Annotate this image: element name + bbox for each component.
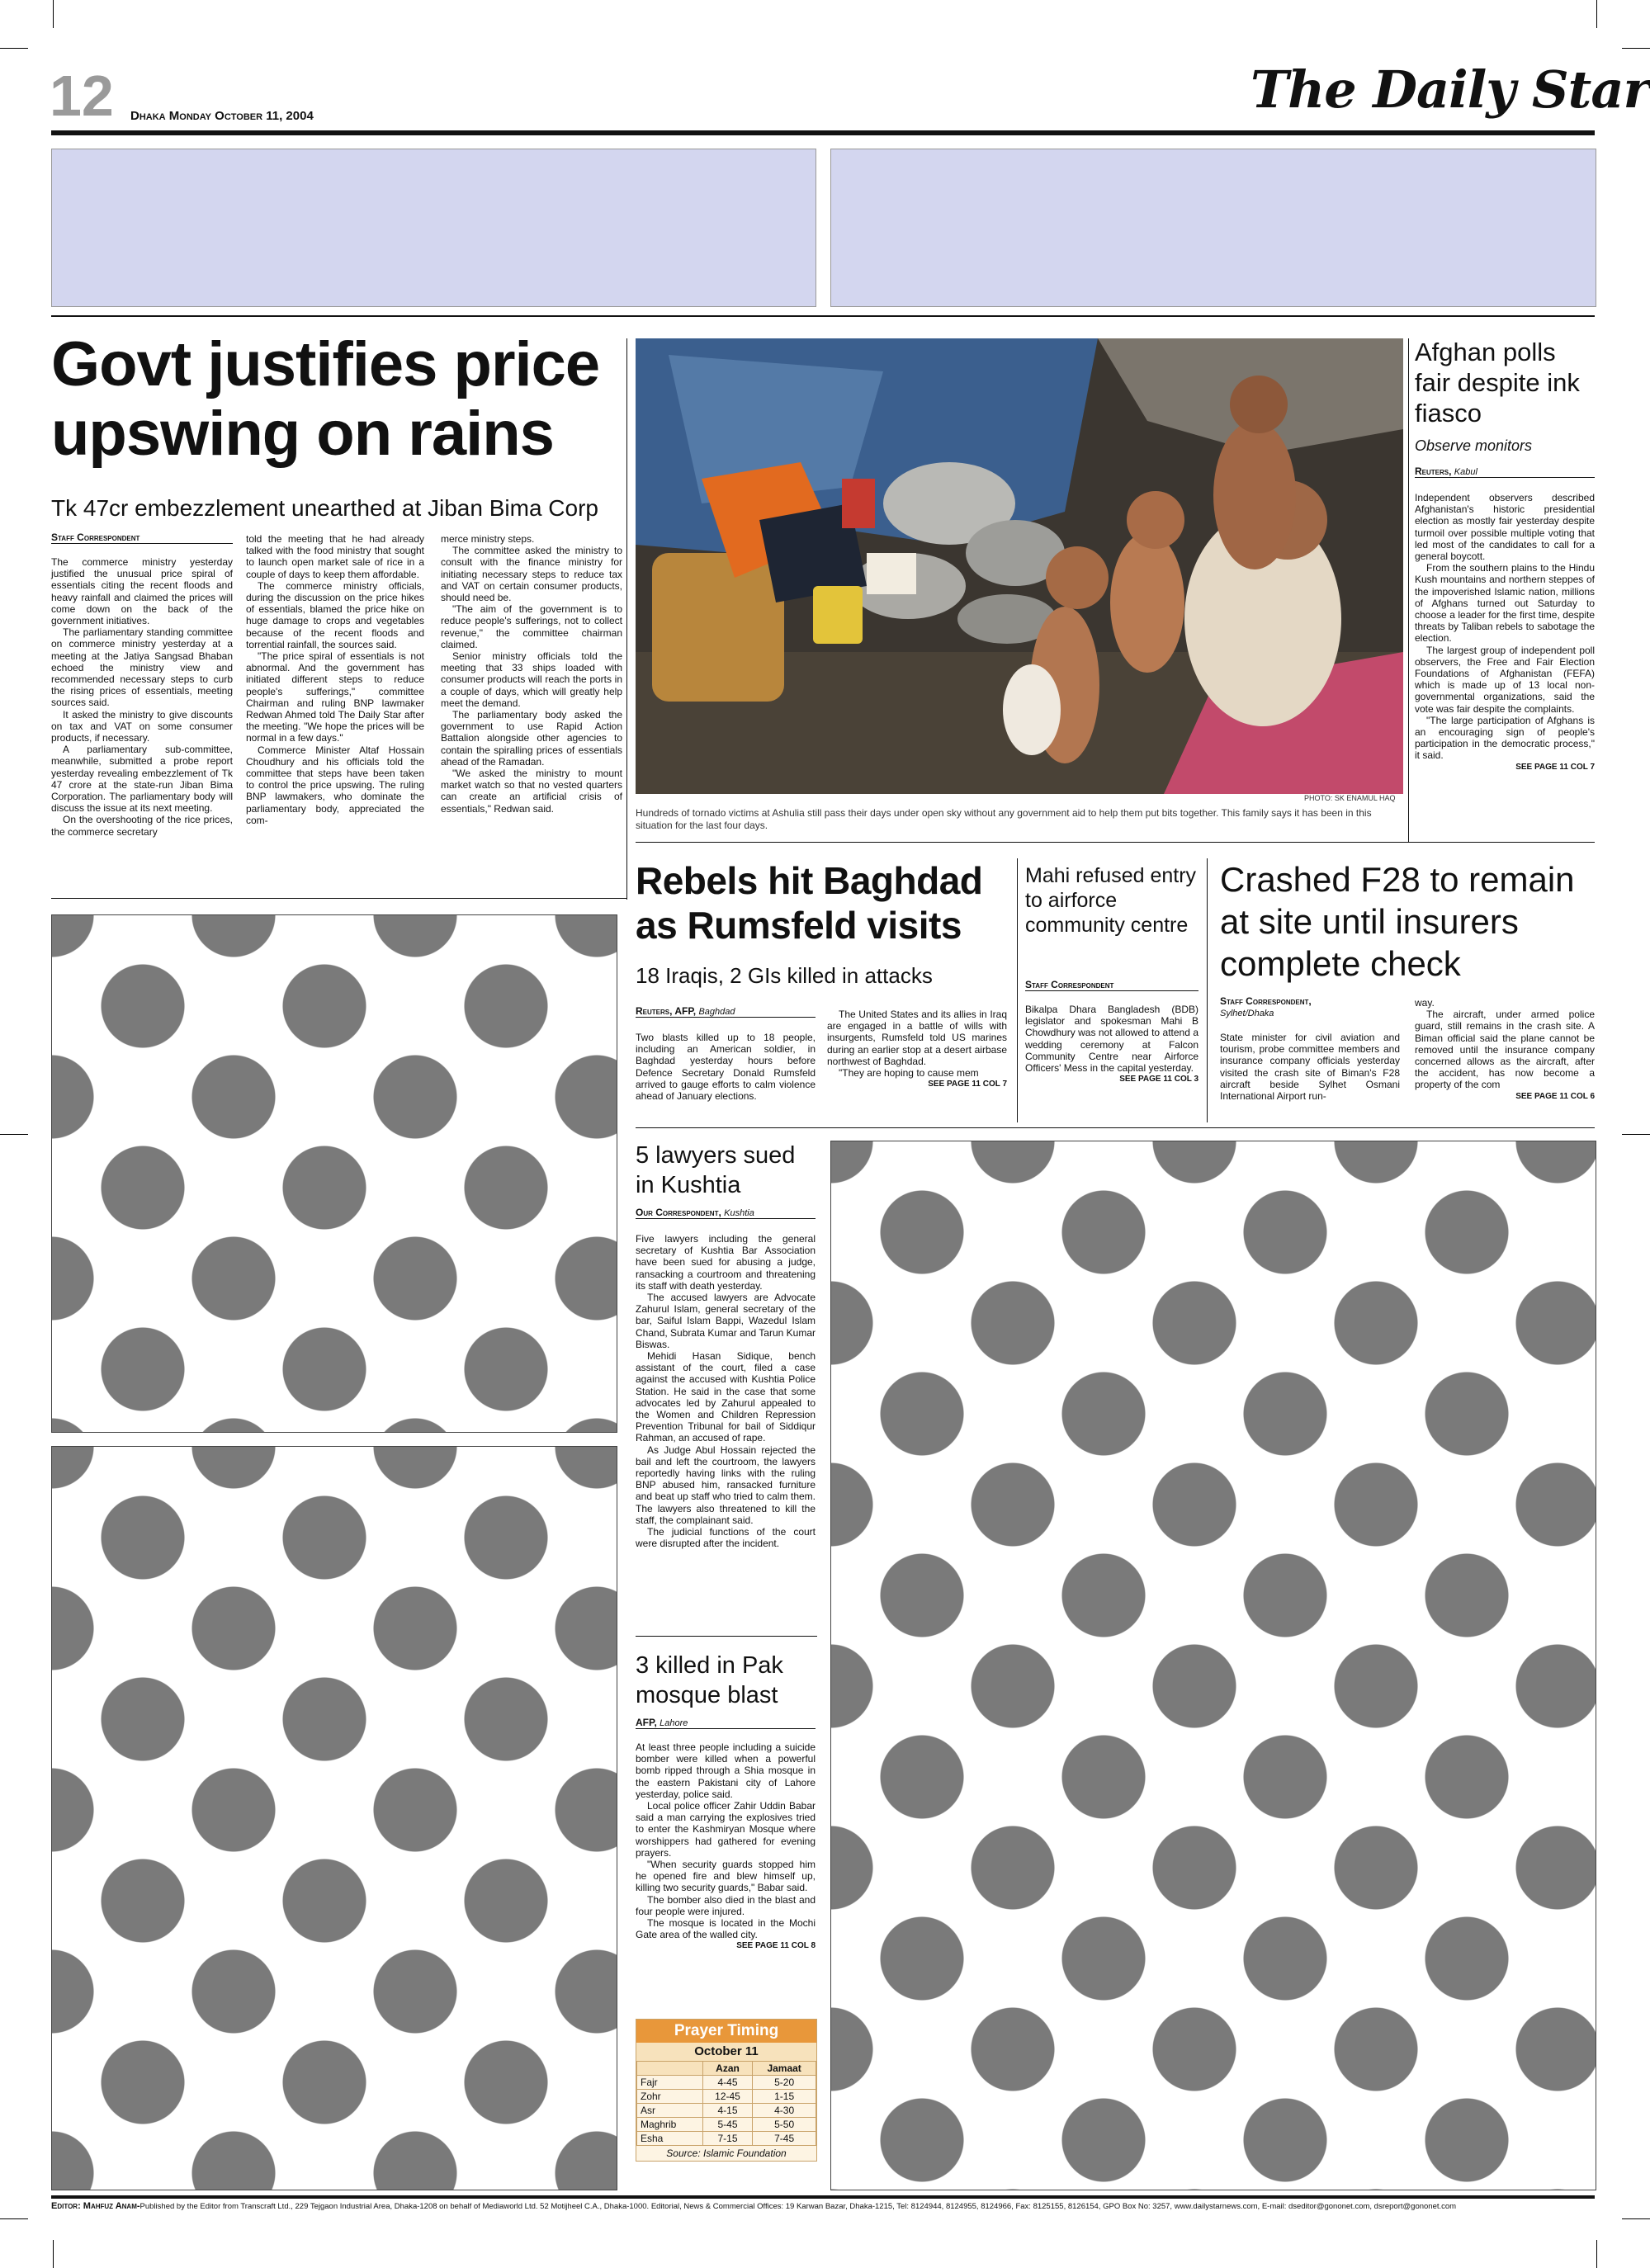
paragraph: The commerce ministry yesterday justified the unusual price spiral of essentials citing the recent floods and heavy rainfall and claimed the prices will come down on the back of the government initiatives. (51, 556, 233, 627)
f28-headline: Crashed F28 to remain at site until insurers complete check (1220, 860, 1575, 983)
paragraph: "The large participation of Afghans is an encouraging sign of people's participation in the democratic process," it said. (1415, 714, 1595, 762)
prayer-name: Esha (637, 2132, 703, 2146)
azan-time: 4-15 (702, 2104, 752, 2118)
see-page-link[interactable]: SEE PAGE 11 COL 7 (928, 1080, 1007, 1089)
prayer-timing-box (636, 2019, 817, 2162)
photo-caption: Hundreds of tornado victims at Ashulia still pass their days under open sky without any government aid to help them put bits together. This family says it has been in this situation for the last four days. (636, 807, 1372, 831)
header-rule (51, 130, 1595, 135)
paragraph: The commerce ministry officials, during the discussion on the price hikes of essentials, blamed the price hike on huge damage to crops and vegetables because of the recent floods and torrential rainfall, the sources said. (246, 579, 424, 650)
column-header: Jamaat (753, 2062, 816, 2076)
dateline: Dhaka Monday October 11, 2004 (130, 109, 314, 123)
afghan-kicker: Observe monitors (1415, 437, 1533, 454)
lead-column-2 (246, 533, 424, 826)
column-rule (626, 338, 627, 900)
paragraph: Two blasts killed up to 18 people, including an American soldier, in Baghdad yesterday hours before Defence Secretary Donald Rumsfeld arrived to gauge efforts to calm violence ahead of January elections. (636, 1032, 816, 1103)
see-page-link[interactable]: SEE PAGE 11 COL 8 (736, 1941, 816, 1951)
paragraph: It asked the ministry to give discounts on tax and VAT on some consumer products, if necessary. (51, 708, 233, 744)
ad-placeholder-dots-top-left (51, 914, 617, 1433)
column-rule (1207, 858, 1208, 1122)
column-header: Azan (702, 2062, 752, 2076)
afghan-headline: Afghan polls fair despite ink fiasco (1415, 338, 1580, 428)
paragraph: A parliamentary sub-committee, meanwhile, submitted a probe report yesterday revealing embezzlement of Tk 47 crore at the state-run Jiban Bima Corporation. The parliamentary body will discuss the issue at its next meeting. (51, 744, 233, 815)
jamaat-time: 1-15 (753, 2090, 816, 2104)
azan-time: 7-15 (702, 2132, 752, 2146)
section-rule (636, 1127, 1595, 1128)
news-photo (636, 338, 1403, 794)
story-rule (636, 1636, 817, 1637)
photo-credit: PHOTO: SK ENAMUL HAQ (1304, 794, 1396, 802)
paragraph: "They are hoping to cause mem (839, 1067, 979, 1080)
registration-mark (1622, 1134, 1650, 1135)
ad-placeholder-dots-right (830, 1141, 1596, 2190)
paragraph: Local police officer Zahir Uddin Babar said a man carrying the explosives tried to enter the Kashmiryan Mosque where worshippers had gathered for evening prayers. (636, 1800, 816, 1859)
paragraph: Commerce Minister Altaf Hossain Choudhury and his officials told the committee that steps have been taken to control the price upswing. The ruling BNP lawmakers, who dominate the parliamentary body, appreciated the com- (246, 744, 424, 826)
prayer-name: Fajr (637, 2076, 703, 2090)
paragraph: State minister for civil aviation and tourism, probe committee members and insurance company officials yesterday visited the crash site of Biman's F28 aircraft beside Sylhet Osmani International Airport run- (1220, 1032, 1400, 1103)
byline-agency: Our Correspondent, (636, 1207, 721, 1218)
paragraph: The United States and its allies in Iraq are engaged in a battle of wills with insurgents, Rumsfeld told US marines during an earlier stop at a desert airbase northwest of Baghdad. (827, 1009, 1007, 1067)
paragraph: As Judge Abul Hossain rejected the bail and left the courtroom, the lawyers reportedly having links with the ruling BNP abused him, ransacked furniture and beat up staff who tried to calm them. The lawyers also threatened to kill the staff, the complainant said. (636, 1443, 816, 1526)
paragraph: The largest group of independent poll observers, the Free and Fair Election Foundations of Afghanistan (FEFA) which is made up of 13 local non-governmental organizations, said the vote was fair despite the complaints. (1415, 644, 1595, 715)
azan-time: 12-45 (702, 2090, 752, 2104)
pak-headline: 3 killed in Pak mosque blast (636, 1652, 783, 1708)
pak-body (636, 1741, 816, 1953)
byline-place: Kushtia (724, 1208, 754, 1218)
lead-column-1 (51, 556, 233, 838)
see-page-link[interactable]: SEE PAGE 11 COL 6 (1515, 1091, 1595, 1101)
masthead: The Daily Star (1251, 59, 1650, 120)
mahi-byline: Staff Correspondent (1025, 979, 1198, 991)
byline-agency: Staff Correspondent, (1220, 995, 1312, 1007)
byline-agency: Reuters, AFP, (636, 1005, 697, 1017)
byline-agency: AFP, (636, 1717, 657, 1728)
prayer-timing-title: Prayer Timing (636, 2020, 816, 2043)
table-row (637, 2076, 816, 2090)
prayer-timing-date: October 11 (636, 2043, 816, 2061)
azan-time: 5-45 (702, 2118, 752, 2132)
footer-publisher: Published by the Editor from Transcraft Ltd., 229 Tejgaon Industrial Area, Dhaka-1208 on behalf of Mediaworld Ltd. 52 Motijheel C.A., Dhaka-1000. Editorial, News & Commercial Offices: 19 Karwan Bazar, Dhaka-1215, Tel: 8124944, 8124955, 8124966, Fax: 8125155, 8126154, GPO Box No: 3257, www.dailystarnews.com, E-mail: dseditor@gononet.com, dsreport@gononet.com (139, 2202, 1457, 2211)
column-header (637, 2062, 703, 2076)
ad-placeholder-dots-bottom-left (51, 1446, 617, 2190)
registration-mark (1622, 48, 1650, 49)
section-rule (636, 842, 1595, 843)
jamaat-time: 7-45 (753, 2132, 816, 2146)
paragraph: The accused lawyers are Advocate Zahurul Islam, general secretary of the bar, Saiful Islam Bappi, Wazedul Islam Chand, Subrata Kumar and Tarun Kumar Biswas. (636, 1292, 816, 1350)
lead-subhead: Tk 47cr embezzlement unearthed at Jiban Bima Corp (51, 495, 598, 521)
see-page-link[interactable]: SEE PAGE 11 COL 7 (1515, 762, 1595, 772)
paragraph: merce ministry steps. (441, 533, 535, 545)
registration-mark (1622, 2218, 1650, 2219)
paragraph: The bomber also died in the blast and four people were injured. (636, 1893, 816, 1917)
paragraph: From the southern plains to the Hindu Kush mountains and northern steppes of the impoverished Islamic nation, millions of Afghans turned out Saturday to choose a leader for the first time, despite threats by Taliban rebels to sabotage the election. (1415, 562, 1595, 645)
prayer-name: Maghrib (637, 2118, 703, 2132)
column-rule (1408, 338, 1409, 842)
registration-mark (0, 48, 28, 49)
mahi-body (1025, 1004, 1198, 1085)
registration-mark (0, 1134, 28, 1135)
registration-mark (53, 2240, 54, 2268)
page-number: 12 (50, 64, 114, 128)
baghdad-column-1 (636, 1032, 816, 1102)
f28-byline (1220, 995, 1400, 1018)
ad-placeholder-left (51, 149, 816, 307)
afghan-body (1415, 492, 1595, 773)
table-row (637, 2090, 816, 2104)
lawyers-body (636, 1233, 816, 1549)
prayer-name: Zohr (637, 2090, 703, 2104)
paragraph: Five lawyers including the general secretary of Kushtia Bar Association have been sued for abusing a judge, ransacking a courtroom and threatening its staff with death yesterday. (636, 1233, 816, 1292)
afghan-byline (1415, 465, 1595, 478)
paragraph: The judicial functions of the court were disrupted after the incident. (636, 1526, 816, 1550)
table-row (637, 2132, 816, 2146)
paragraph: Mehidi Hasan Sidique, bench assistant of the court, filed a case against the accused with Kushtia Police Station. He said in the case that some advocates led by Zahurul appealed to the Women and Children Repression Prevention Tribunal for bail of Siddiqur Rahman, an accused of rape. (636, 1350, 816, 1444)
byline-agency: Reuters, (1415, 465, 1452, 477)
lead-byline: Staff Correspondent (51, 532, 233, 544)
baghdad-column-2 (827, 1009, 1007, 1090)
paragraph: "When security guards stopped him he opened fire and blew himself up, killing two security guards," Babar said. (636, 1859, 816, 1894)
paragraph: The parliamentary standing committee on commerce ministry yesterday at a meeting at the Jatiya Sangsad Bhaban echoed the ministry view and recommended necessary steps to curb the rising prices of essentials, meeting sources said. (51, 626, 233, 709)
registration-mark (53, 0, 54, 28)
footer-editor: Editor: Mahfuz Anam- (51, 2201, 140, 2211)
column-rule (1017, 858, 1018, 1122)
byline-place: Lahore (660, 1718, 688, 1728)
footer-imprint (51, 2200, 1595, 2213)
footer-rule (51, 2195, 1595, 2199)
baghdad-byline (636, 1005, 816, 1018)
prayer-timing-source: Source: Islamic Foundation (666, 2148, 787, 2159)
baghdad-subhead: 18 Iraqis, 2 GIs killed in attacks (636, 963, 933, 988)
ad-rule (51, 315, 1595, 317)
byline-place: Baghdad (698, 1007, 735, 1017)
lead-headline: Govt justifies price upswing on rains (51, 329, 600, 469)
jamaat-time: 5-20 (753, 2076, 816, 2090)
paragraph: told the meeting that he had already talked with the food ministry that sought to launch open market sale of rice in a couple of days to keep them affordable. (246, 533, 424, 580)
lead-bottom-rule (51, 898, 627, 899)
paragraph: The parliamentary body asked the government to use Rapid Action Battalion alongside other agencies to contain the spiralling prices of essentials ahead of the Ramadan. (441, 709, 622, 768)
paragraph: The aircraft, under armed police guard, still remains in the crash site. A Biman official said the plane cannot be removed until the insurance company concerned allows as the aircraft, after the accident, has now become a property of the com (1415, 1009, 1595, 1091)
byline-place: Sylhet/Dhaka (1220, 1009, 1274, 1018)
paragraph: "The aim of the government is to reduce people's sufferings, not to collect revenue," the committee chairman claimed. (441, 603, 622, 650)
ad-placeholder-right (830, 149, 1596, 307)
lawyers-byline (636, 1207, 816, 1219)
azan-time: 4-45 (702, 2076, 752, 2090)
table-row (637, 2118, 816, 2132)
byline-place: Kabul (1454, 467, 1477, 477)
lawyers-headline: 5 lawyers sued in Kushtia (636, 1142, 796, 1198)
table-row (637, 2104, 816, 2118)
photo-illustration (636, 338, 1403, 794)
f28-column-1 (1220, 1032, 1400, 1102)
jamaat-time: 5-50 (753, 2118, 816, 2132)
see-page-link[interactable]: SEE PAGE 11 COL 3 (1119, 1075, 1198, 1084)
registration-mark (0, 2218, 28, 2219)
paragraph: "The price spiral of essentials is not abnormal. And the government has initiated different steps to reduce people's sufferings," committee Chairman and ruling BNP lawmaker Redwan Ahmed told The Daily Star after the meeting. "We hope the prices will be normal in a few days." (246, 650, 424, 744)
registration-mark (1596, 0, 1597, 28)
registration-mark (1596, 2240, 1597, 2268)
paragraph: The committee asked the ministry to consult with the finance ministry for initiating necessary steps to reduce tax and VAT on certain consumer products, should need be. (441, 545, 622, 604)
f28-column-2 (1415, 997, 1595, 1103)
lead-column-3 (441, 533, 622, 815)
jamaat-time: 4-30 (753, 2104, 816, 2118)
paragraph: Bikalpa Dhara Bangladesh (BDB) legislator and spokesman Mahi B Chowdhury was not allowed to attend a wedding ceremony at Falcon Community Centre near Airforce Officers' Mess in the capital yesterday. (1025, 1004, 1198, 1075)
paragraph: "We asked the ministry to mount market watch so that no vested quarters can create an artificial crisis of essentials," Redwan said. (441, 768, 622, 815)
prayer-name: Asr (637, 2104, 703, 2118)
paragraph: At least three people including a suicide bomber were killed when a powerful bomb ripped through a Shia mosque in the eastern Pakistani city of Lahore yesterday, police said. (636, 1741, 816, 1800)
paragraph: On the overshooting of the rice prices, the commerce secretary (51, 814, 233, 838)
mahi-headline: Mahi refused entry to airforce community centre (1025, 864, 1197, 937)
baghdad-headline: Rebels hit Baghdad as Rumsfeld visits (636, 859, 983, 947)
pak-byline (636, 1717, 816, 1729)
prayer-timing-table (636, 2061, 816, 2146)
paragraph: way. (1415, 997, 1435, 1009)
paragraph: Independent observers described Afghanistan's historic presidential election as mostly fair yesterday despite turmoil over possible multiple voting that led most of the candidates to call for a general boycott. (1415, 492, 1595, 563)
paragraph: The mosque is located in the Mochi Gate area of the walled city. (636, 1917, 816, 1941)
paragraph: Senior ministry officials told the meeting that 33 ships loaded with consumer products will reach the ports in a couple of days, which will greatly help meet the demand. (441, 650, 622, 709)
